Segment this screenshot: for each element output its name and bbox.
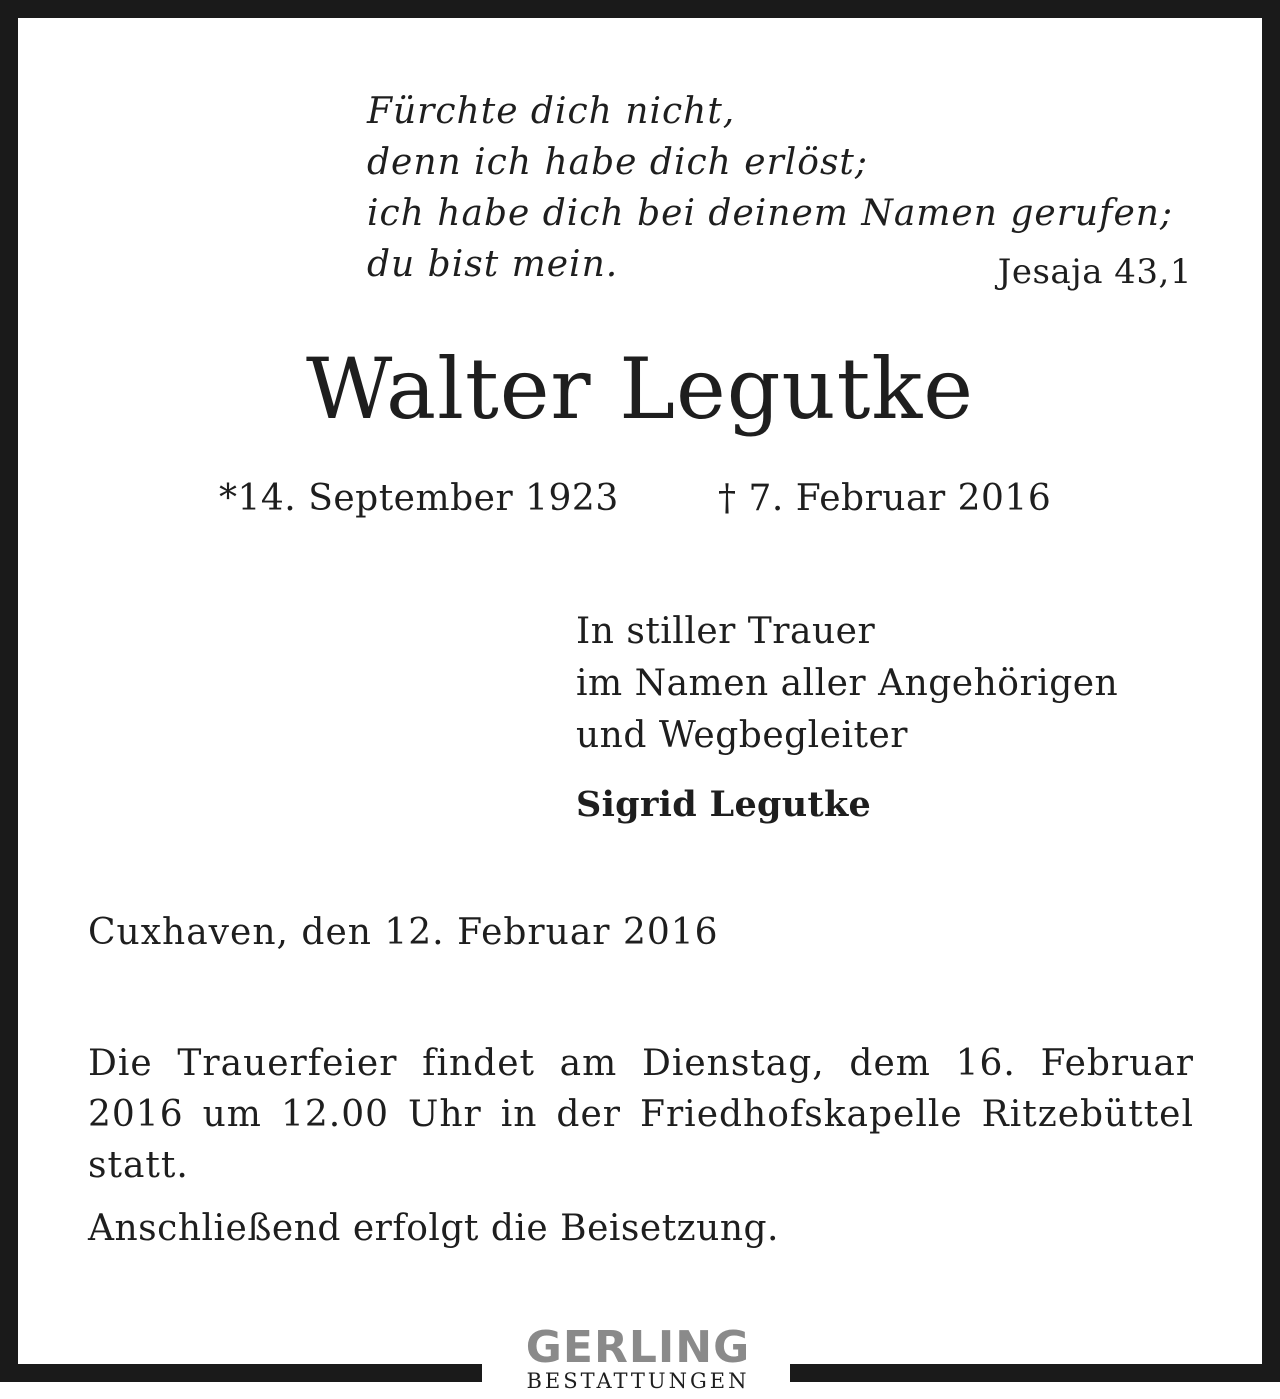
funeral-home-logo: GERLING — [525, 1322, 751, 1373]
signer-name: Sigrid Legutke — [576, 784, 872, 825]
bible-verse: Fürchte dich nicht, denn ich habe dich erlöst; ich habe dich bei deinem Namen gerufen; du bist mein. — [367, 91, 1174, 285]
verse-reference: Jesaja 43,1 — [997, 252, 1192, 292]
frame-border-right — [1262, 0, 1280, 1382]
funeral-service-info: Die Trauerfeier findet am Dienstag, dem 16. Februar 2016 um 12.00 Uhr in der Friedhofskapelle Ritzebüttel statt. — [88, 1043, 1194, 1186]
mourning-text: In stiller Trauer im Namen aller Angehörigen und Wegbegleiter — [576, 611, 1119, 756]
frame-border-top — [0, 0, 1280, 18]
birth-date: *14. September 1923 — [219, 478, 619, 519]
deceased-name: Walter Legutke — [305, 340, 975, 438]
frame-border-left — [0, 0, 18, 1382]
death-date: † 7. Februar 2016 — [718, 478, 1052, 519]
frame-border-bottom-left — [0, 1364, 482, 1382]
interment-info: Anschließend erfolgt die Beisetzung. — [88, 1208, 779, 1249]
place-and-date: Cuxhaven, den 12. Februar 2016 — [88, 912, 719, 953]
frame-border-bottom-right — [790, 1364, 1280, 1382]
funeral-home-subtitle: BESTATTUNGEN — [526, 1369, 750, 1393]
